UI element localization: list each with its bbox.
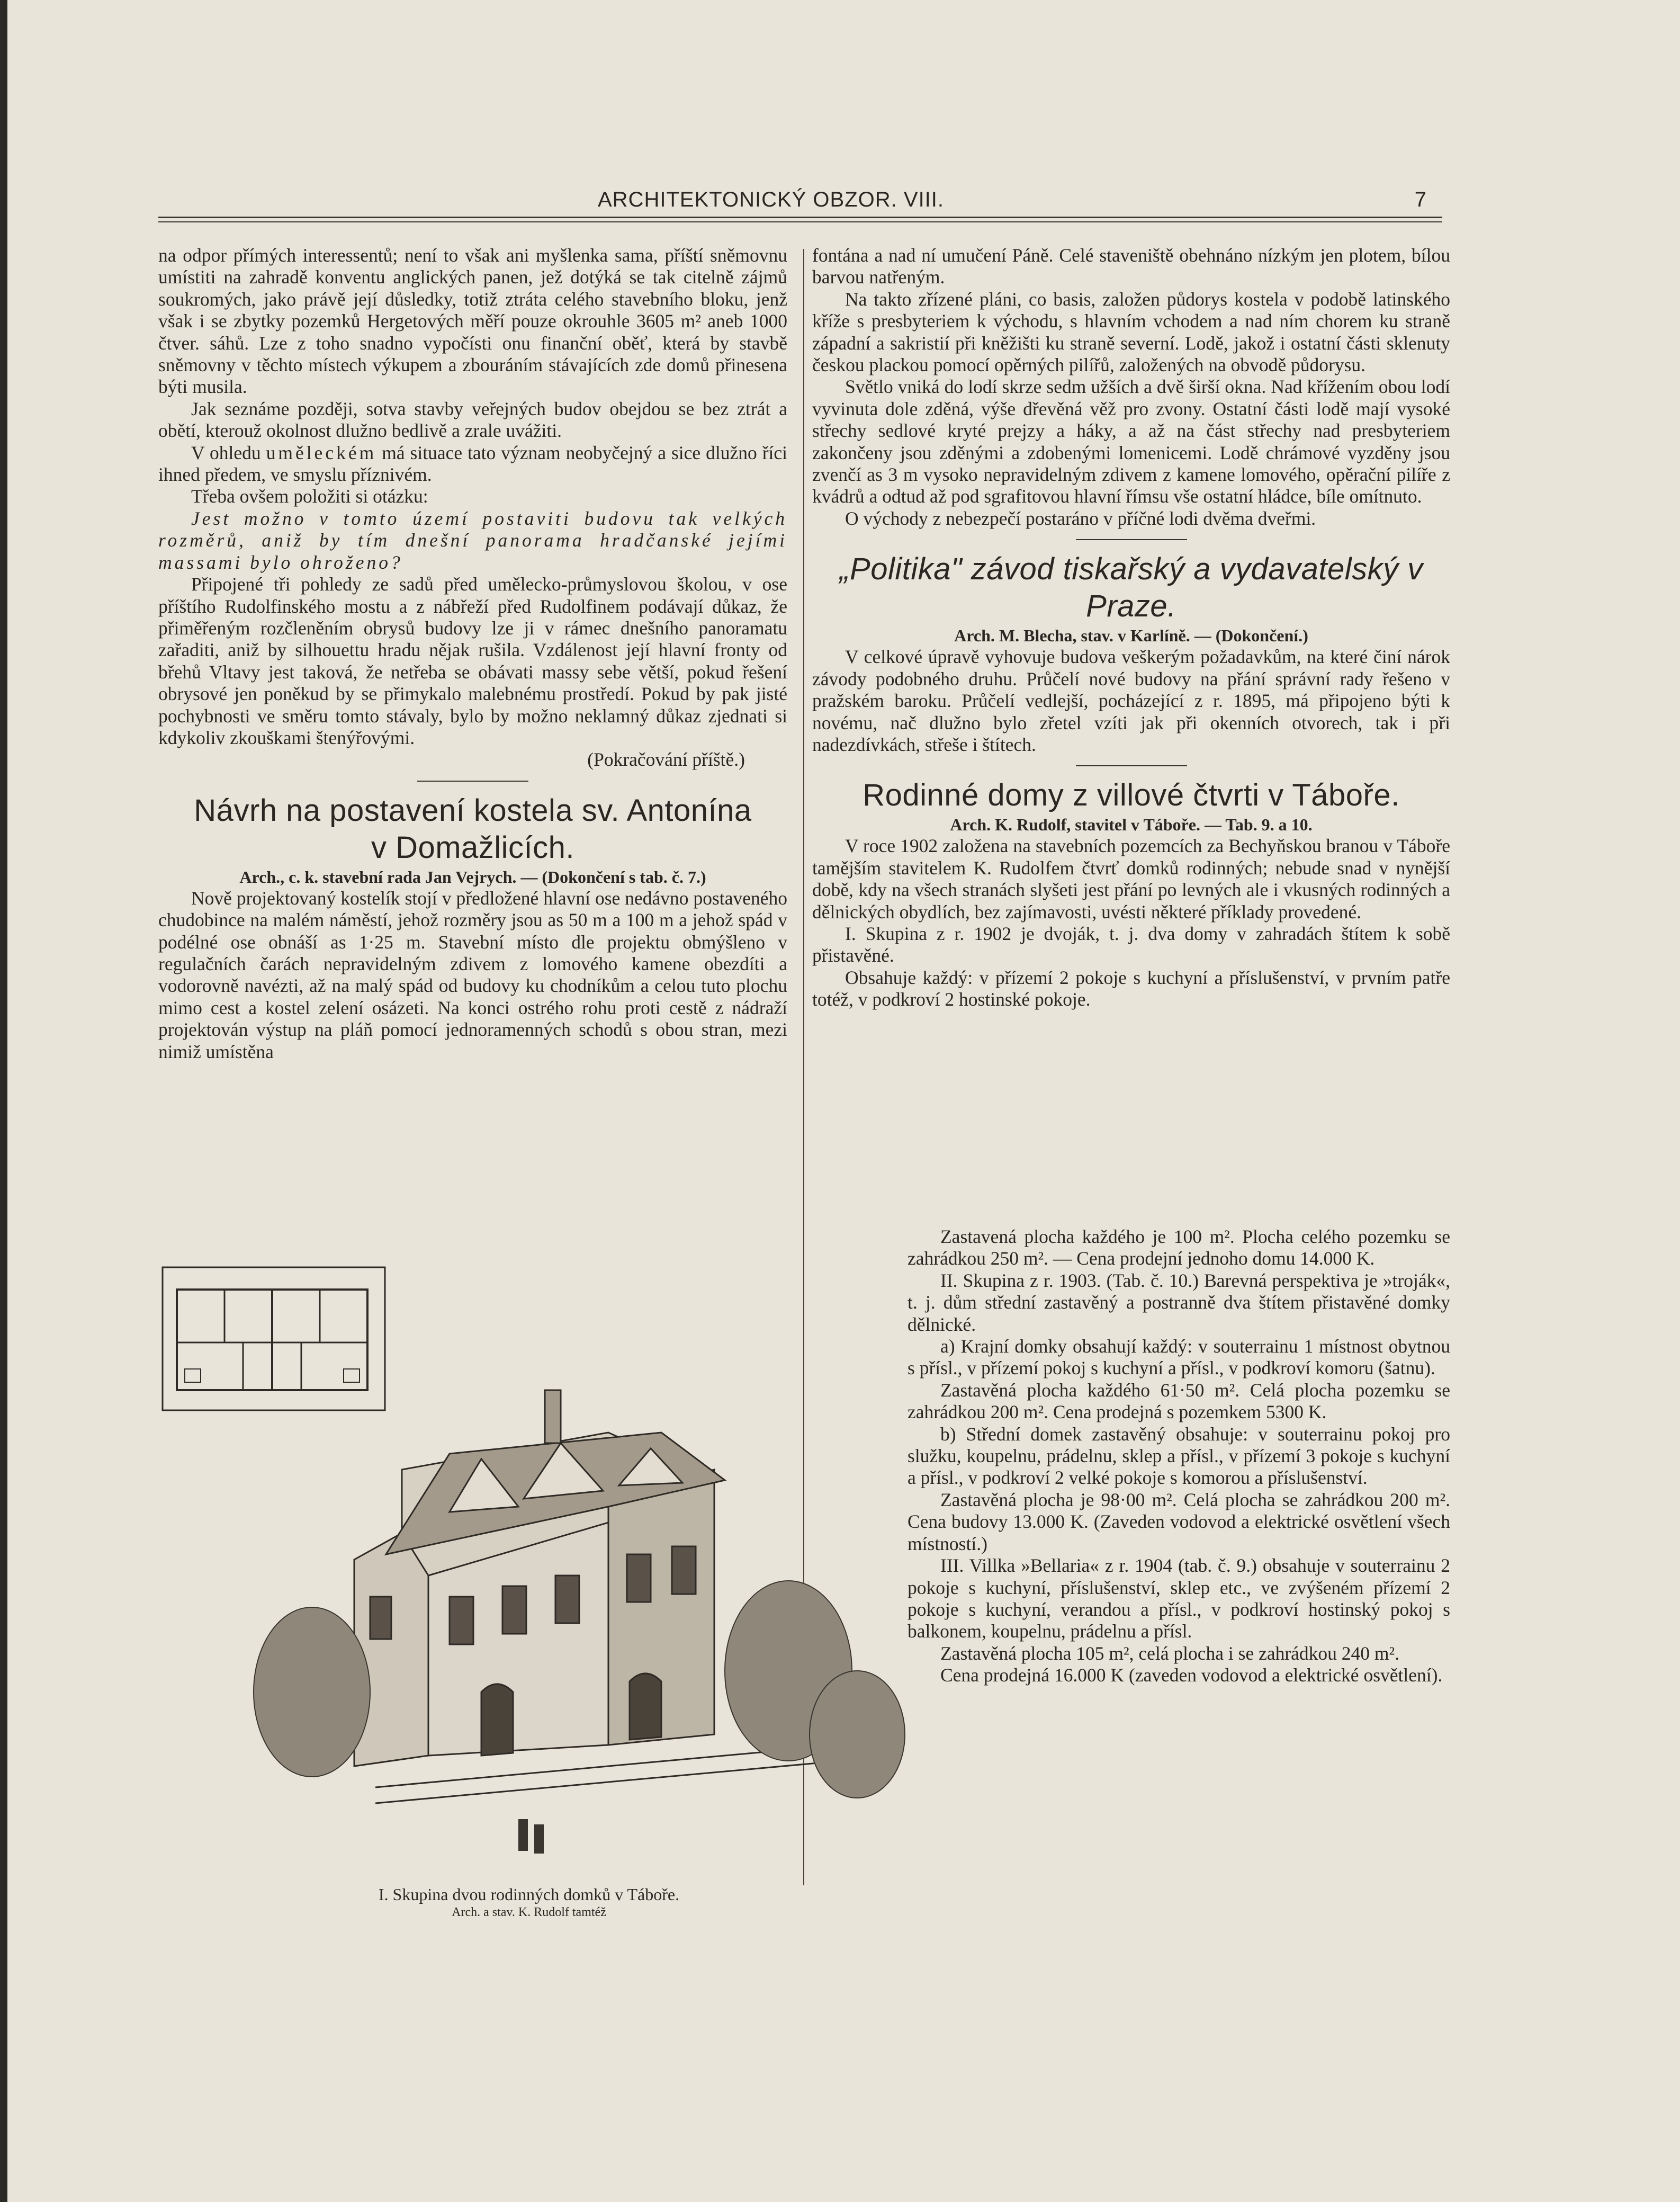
spaced-text: uměleckém	[266, 442, 377, 463]
paragraph: Připojené tři pohledy ze sadů před umělecko-průmyslovou školou, v ose příštího Rudolfinského mostu a z nábřeží před Rudolfinem podávají důkaz, že přiměřeným rozčleněním obrysů budovy lze ji v rámec dnešního panoramatu zařaditi, aniž by silhouettu hradu nějak rušila. Vzdálenost její hlavní fronty od břehů Vltavy jest taková, že netřeba se obávati massy sebe větší, pokud řešení obrysové jen poněkud by se přimykalo malebnému prostředí. Pokud by pak jisté pochybnosti ve směru tomto stávaly, bylo by možno neklamný důkaz zjednati si kdykoliv zkouškami štenýřovými.	[158, 574, 787, 748]
paragraph: fontána a nad ní umučení Páně. Celé staveniště obehnáno nízkým jen plotem, bílou barvou natřeným.	[812, 245, 1450, 288]
figures	[518, 1819, 544, 1854]
article-subhead: Arch. M. Blecha, stav. v Karlíně. — (Dokončení.)	[954, 626, 1308, 646]
article-subhead: Arch., c. k. stavební rada Jan Vejrych. — (Dokončení s tab. č. 7.)	[239, 867, 706, 887]
figure-credit: Arch. a stav. K. Rudolf tamtéž	[452, 1905, 606, 1919]
page	[7, 0, 1680, 2202]
continued-note: (Pokračování příště.)	[587, 749, 745, 771]
paragraph: Zastavěná plocha je 98·00 m². Celá plocha se zahrádkou 200 m². Cena budovy 13.000 K. (Zaveden vodovod a elektrické osvětlení všech místností.)	[908, 1489, 1450, 1554]
paragraph: III. Villka »Bellaria« z r. 1904 (tab. č. 9.) obsahuje v souterrainu 2 pokoje s kuchyní, příslušenství, sklep etc., ve zvýšeném přízemí 2 pokoje s kuchyní, verandou a přísl., v podkroví hostinský pokoj s balkonem, koupelnu, prádelnu a přísl.	[908, 1555, 1450, 1642]
text: má situace tato význam neobyčejný a sice dlužno říci ihned předem, ve smyslu příznivém.	[158, 442, 788, 486]
journal-title: ARCHITEKTONICKÝ OBZOR. VIII.	[598, 188, 945, 211]
paragraph: a) Krajní domky obsahují každý: v souterrainu 1 místnost obytnou s přísl., v přízemí pokoj s kuchyní a přísl., v podkroví komoru (šatnu).	[908, 1336, 1450, 1379]
heading-line: Návrh na postavení kostela sv. Antonína	[194, 793, 752, 828]
section-rule	[1076, 539, 1187, 540]
floor-plan	[163, 1267, 385, 1410]
right-column-lower	[908, 1226, 1450, 1687]
paragraph: Zastavená plocha každého je 100 m². Plocha celého pozemku se zahrádkou 250 m². — Cena prodejní jednoho domu 14.000 K.	[908, 1226, 1450, 1269]
article-subhead: Arch. K. Rudolf, stavitel v Táboře. — Tab. 9. a 10.	[950, 815, 1313, 835]
paragraph: Jak seznáme později, sotva stavby veřejných budov obejdou se bez ztrát a obětí, kterouž okolnost dlužno bedlivě a zrale uvážiti.	[158, 398, 787, 442]
paragraph: V roce 1902 založena na stavebních pozemcích za Bechyňskou branou v Táboře tamějším stavitelem K. Rudolfem čtvrť domků rodinných; nebude snad v nynější době, kdy na všech stranách slyšeti jest přání po levných ale i vkusných rodinných a dělnických obydlích, bez zajímavosti, uvésti některé příklady provedené.	[812, 835, 1450, 923]
paragraph: Třeba ovšem položiti si otázku:	[191, 486, 428, 507]
paragraph: Obsahuje každý: v přízemí 2 pokoje s kuchyní a příslušenství, v prvním patře totéž, v podkroví 2 hostinské pokoje.	[812, 966, 1450, 1010]
right-column	[812, 245, 1450, 1011]
paragraph: Světlo vniká do lodí skrze sedm užších a dvě širší okna. Nad křížením obou lodí vyvinuta dole zděná, výše dřevěná věž pro zvony. Ostatní části lodě mají vysoké střechy sedlové kryté prejzy a háky, a až na část střechy nad presbyteriem zakončeny jsou zděnými a zdobenými lomenicemi. Lodě chrámové vyzděny jsou zvenčí as 3 m vysoko nepravidelným zdivem z kamene lomového, opěrační pilíře z kvádrů a odtud až pod sgrafitovou hlavní římsu vše ostatní hládce, bíle omítnuto.	[812, 376, 1450, 507]
paragraph: na odpor přímých interessentů; není to však ani myšlenka sama, příští sněmovnu umístiti na zahradě konventu anglických panen, jež dotýká se tak citelně zájmů soukromých, jako právě její důsledky, totiž ztráta celého stavebního bloku, jenž však i se zbytky pozemků Hergetových měří pouze okrouhle 3605 m² aneb 1000 čtver. sáhů. Lze z toho snadno vypočísti onu finanční oběť, která by stavbě sněmovny v těchto místech výkupem a zbouráním stávajících zde domů přinesena býti musila.	[158, 245, 787, 398]
paragraph: Nově projektovaný kostelík stojí v předložené hlavní ose nedávno postaveného chudobince na malém náměstí, jehož rozměry jsou as 50 m a 100 m a jehož spád v podélné ose obnáší as 1·25 m. Stavební místo dle projektu obmýšleno v regulačních čarách nepravidelným zdivem z lomového kamene obezdíti a vodorovně navézti, až na malý spád od budovy ku chodníkům a celou tuto plochu mimo cest a kostel zelení osázeti. Na konci ostrého rohu proti cestě z nádraží projektován výstup na pláň pomocí jednoramenných schodů s obou stran, mezi nimiž umístěna	[158, 887, 787, 1062]
paragraph: Zastavěná plocha 105 m², celá plocha i se zahrádkou 240 m².	[940, 1642, 1400, 1664]
paragraph: Zastavěná plocha každého 61·50 m². Celá plocha pozemku se zahrádkou 200 m². Cena prodejná s pozemkem 5300 K.	[908, 1379, 1450, 1423]
text: V ohledu	[191, 442, 261, 463]
article-heading: Rodinné domy z villové čtvrti v Táboře.	[863, 778, 1400, 813]
paragraph: O východy z nebezpečí postaráno v příčné lodi dvěma dveřmi.	[845, 507, 1316, 529]
figure-caption: I. Skupina dvou rodinných domků v Táboře.	[378, 1885, 680, 1904]
question-paragraph: Jest možno v tomto území postaviti budovu tak velkých rozměrů, aniž by tím dnešní panorama hradčanské jejími massami bylo ohroženo?	[158, 507, 787, 573]
paragraph: I. Skupina z r. 1902 je dvoják, t. j. dva domy v zahradách štítem k sobě přistavěné.	[812, 923, 1450, 966]
page-number: 7	[1414, 188, 1426, 211]
section-rule	[1076, 765, 1187, 766]
house-drawing	[153, 1258, 918, 1877]
paragraph: b) Střední domek zastavěný obsahuje: v souterrainu pokoj pro služku, koupelnu, prádelnu, sklep a přísl., v přízemí 3 pokoje s kuchyní a přísl., v podkroví 2 velké pokoje s komorou a příslušenství.	[908, 1423, 1450, 1489]
article-heading: „Politika" závod tiskařský a vydavatelský v Praze.	[839, 552, 1423, 624]
left-column	[158, 245, 787, 1063]
header-rule-thick	[158, 217, 1442, 218]
heading-line: v Domažlicích.	[371, 830, 575, 865]
header-rule-thin	[158, 221, 1442, 222]
paragraph: Cena prodejná 16.000 K (zaveden vodovod a elektrické osvětlení).	[940, 1664, 1443, 1686]
section-rule	[417, 781, 528, 782]
paragraph: V celkové úpravě vyhovuje budova veškerým požadavkům, na které činí nárok závody podobného druhu. Průčelí nové budovy na přání správní rady řešeno v pražském baroku. Průčelí vedlejší, pocházející z r. 1895, má připojeno býti k novému, nač dlužno bylo zřetel vzíti jak při okenních otvorech, tak i při nadezdívkách, střeše i štítech.	[812, 646, 1450, 755]
paragraph: Na takto zřízené pláni, co basis, založen půdorys kostela v podobě latinského kříže s presbyteriem k východu, s hlavním vchodem a nad ním chorem ku straně západní a sakristií při kněžišti ku straně severní. Lodě, jakož i ostatní části sklenuty českou plackou pomocí opěrných pilířů, založených na obvodě půdorysu.	[812, 288, 1450, 376]
article-heading	[158, 792, 787, 866]
house	[354, 1390, 725, 1766]
paragraph	[158, 442, 787, 486]
paragraph: II. Skupina z r. 1903. (Tab. č. 10.) Barevná perspektiva je »troják«, t. j. dům střední zastavěný a postranně dva štítem přistavěné domky dělnické.	[908, 1269, 1450, 1335]
house-illustration	[153, 1258, 918, 1877]
running-header	[158, 188, 1442, 220]
